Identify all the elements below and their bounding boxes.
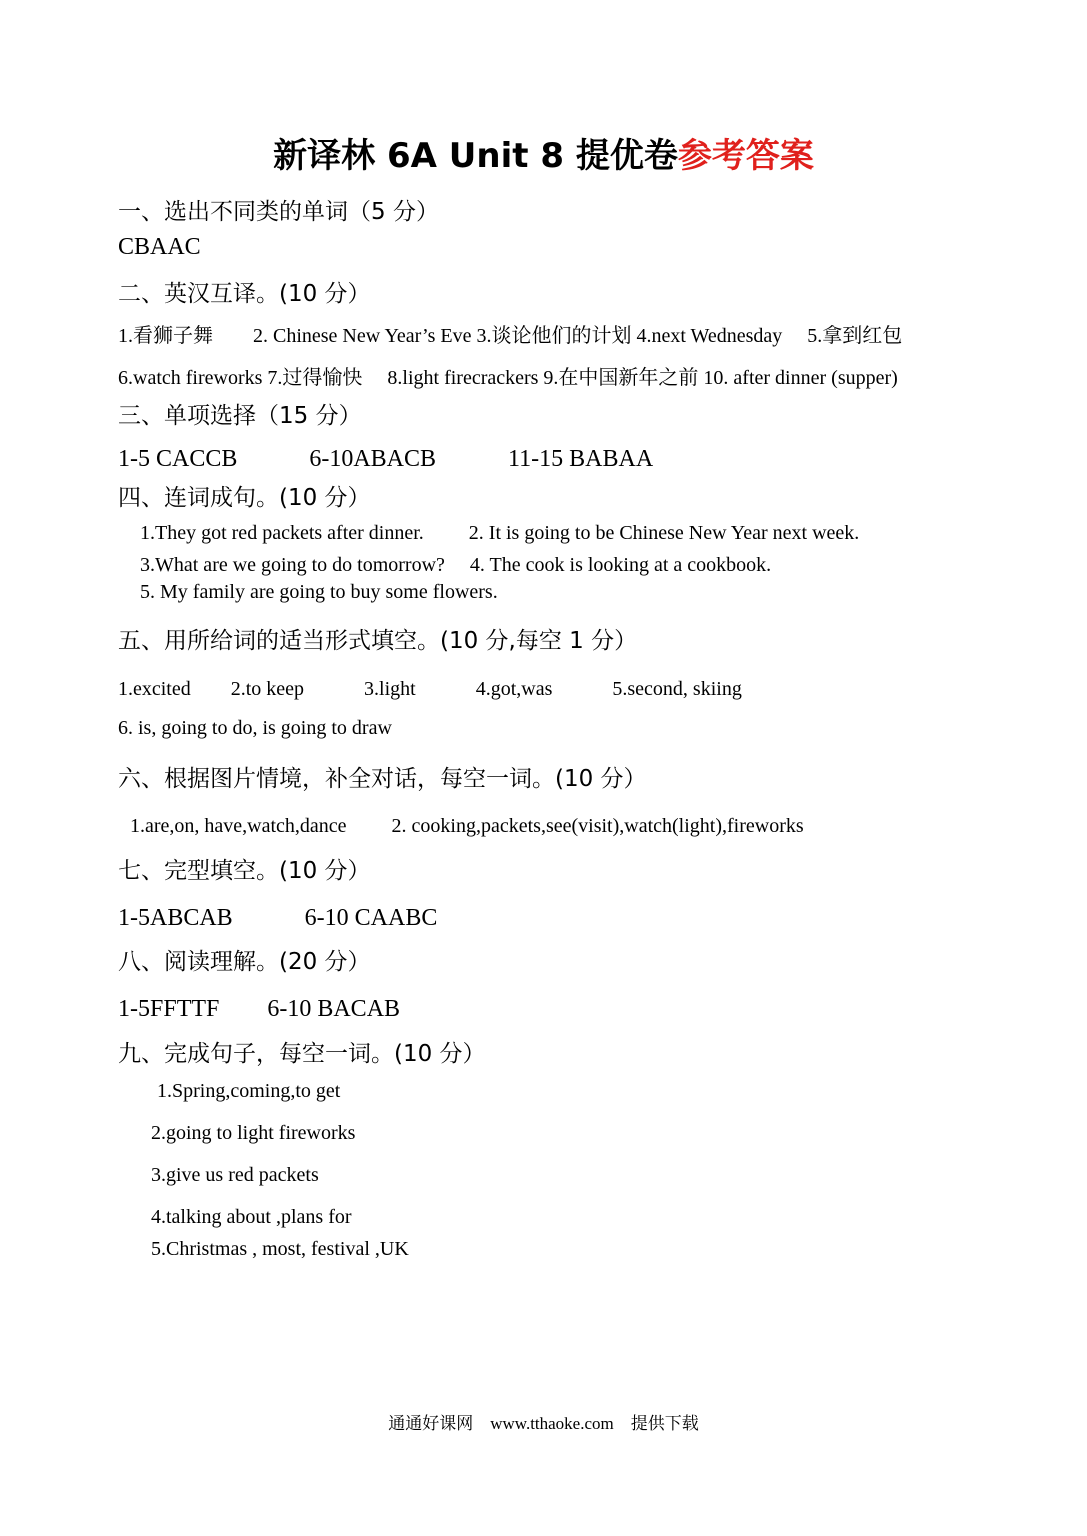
section-3-answer: 1-5 CACCB 6-10ABACB 11-15 BABAA [118,446,654,472]
section-6-heading: 六、根据图片情境，补全对话，每空一词。(10 分） [118,766,647,792]
section-9-line-3: 3.give us red packets [151,1164,319,1186]
section-5-heading: 五、用所给词的适当形式填空。(10 分,每空 1 分） [118,628,638,654]
section-9-line-4: 4.talking about ,plans for [151,1206,352,1228]
section-5-line-1: 1.excited 2.to keep 3.light 4.got,was 5.second, skiing [118,678,742,700]
section-1-heading: 一、选出不同类的单词（5 分） [118,199,439,225]
section-4-line-2: 3.What are we going to do tomorrow? 4. The cook is looking at a cookbook. [140,554,772,576]
section-9-line-2: 2.going to light fireworks [151,1122,356,1144]
section-2-line-1: 1.看狮子舞 2. Chinese New Year’s Eve 3.谈论他们的计划 4.next Wednesday 5.拿到红包 [118,325,903,347]
section-4-line-3: 5. My family are going to buy some flowers. [140,581,498,603]
section-9-heading: 九、完成句子，每空一词。(10 分） [118,1041,486,1067]
title-main: 新译林 6A Unit 8 提优卷 [273,136,678,176]
section-1-answer: CBAAC [118,234,201,260]
section-4-heading: 四、连词成句。(10 分） [118,485,371,511]
section-8-heading: 八、阅读理解。(20 分） [118,949,371,975]
section-5-line-2: 6. is, going to do, is going to draw [118,717,392,739]
section-8-answer: 1-5FFTTF 6-10 BACAB [118,996,401,1022]
section-2-line-2: 6.watch fireworks 7.过得愉快 8.light firecrackers 9.在中国新年之前 10. after dinner (supper) [118,367,898,389]
section-9-line-5: 5.Christmas , most, festival ,UK [151,1238,409,1260]
section-4-line-1: 1.They got red packets after dinner. 2. It is going to be Chinese New Year next week. [140,522,860,544]
section-7-heading: 七、完型填空。(10 分） [118,858,371,884]
title-highlight: 参考答案 [677,136,814,176]
page-title [0,128,1087,177]
section-7-answer: 1-5ABCAB 6-10 CAABC [118,905,438,931]
footer-credit: 通通好课网 www.tthaoke.com 提供下载 [388,1414,699,1433]
section-9-line-1: 1.Spring,coming,to get [157,1080,341,1102]
section-6-line-1: 1.are,on, have,watch,dance 2. cooking,packets,see(visit),watch(light),fireworks [130,815,804,837]
section-2-heading: 二、英汉互译。(10 分） [118,281,371,307]
section-3-heading: 三、单项选择（15 分） [118,403,362,429]
